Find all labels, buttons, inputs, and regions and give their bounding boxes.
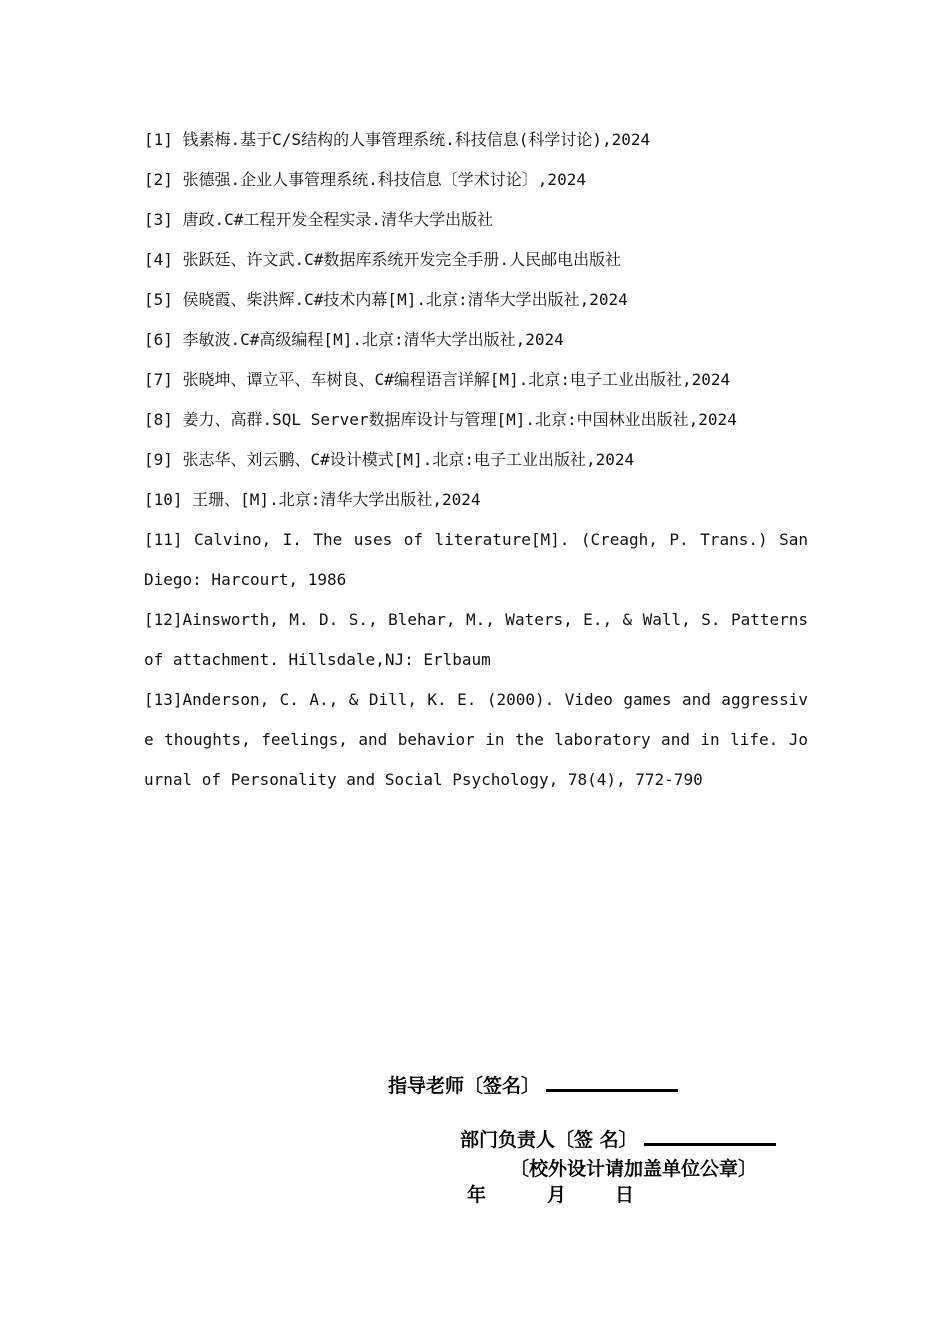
reference-item: [11] Calvino, I. The uses of literature[M]. (Creagh, P. Trans.) San Diego: Harcourt, 1986: [144, 530, 808, 589]
dept-signature-label: 部门负责人〔签 名〕: [460, 1129, 638, 1151]
advisor-signature-line: [546, 1089, 678, 1092]
advisor-signature: [388, 1071, 678, 1098]
reference-item: [5] 侯晓霞、柴洪辉.C#技术内幕[M].北京:清华大学出版社,2024: [144, 290, 628, 309]
date-year: 年: [467, 1184, 487, 1206]
reference-list: [144, 120, 808, 800]
reference-item: [10] 王珊、[M].北京:清华大学出版社,2024: [144, 490, 481, 509]
dept-signature-line: [644, 1143, 776, 1146]
reference-item: [3] 唐政.C#工程开发全程实录.清华大学出版社: [144, 210, 494, 229]
date-day: 日: [615, 1184, 635, 1206]
reference-item: [1] 钱素梅.基于C/S结构的人事管理系统.科技信息(科学讨论),2024: [144, 130, 651, 149]
reference-item: [7] 张晓坤、谭立平、车树良、C#编程语言详解[M].北京:电子工业出版社,2024: [144, 370, 731, 389]
reference-item: [9] 张志华、刘云鹏、C#设计模式[M].北京:电子工业出版社,2024: [144, 450, 635, 469]
reference-item: [12]Ainsworth, M. D. S., Blehar, M., Waters, E., & Wall, S. Patterns of attachment. Hillsdale,NJ: Erlbaum: [144, 610, 808, 669]
reference-item: [13]Anderson, C. A., & Dill, K. E. (2000). Video games and aggressive thoughts, feelings, and behavior in the laboratory and in life. Journal of Personality and Social Psychology, 78(4), 772-790: [144, 690, 808, 789]
reference-item: [6] 李敏波.C#高级编程[M].北京:清华大学出版社,2024: [144, 330, 564, 349]
reference-item: [2] 张德强.企业人事管理系统.科技信息〔学术讨论〕,2024: [144, 170, 586, 189]
signature-date: [467, 1180, 634, 1207]
date-month: 月: [547, 1184, 567, 1206]
dept-signature: [460, 1125, 776, 1152]
advisor-signature-label: 指导老师〔签名〕: [388, 1075, 541, 1097]
reference-item: [8] 姜力、高群.SQL Server数据库设计与管理[M].北京:中国林业出版社,2024: [144, 410, 737, 429]
reference-item: [4] 张跃廷、许文武.C#数据库系统开发完全手册.人民邮电出版社: [144, 250, 622, 269]
stamp-note: 〔校外设计请加盖单位公章〕: [510, 1158, 758, 1180]
